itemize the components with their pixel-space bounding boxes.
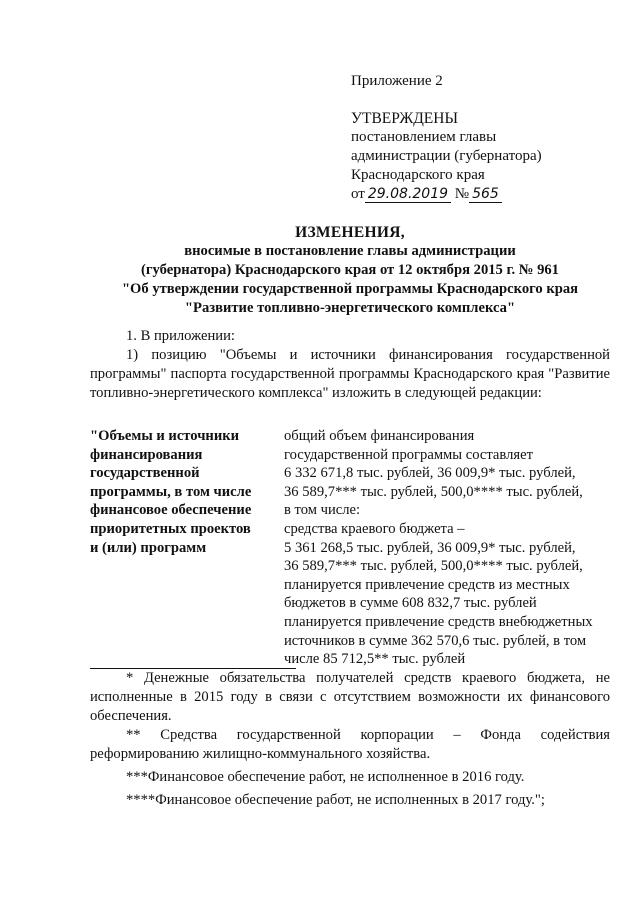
heading-line-1: вносимые в постановление главы администрации	[184, 243, 516, 259]
handwritten-date: 29.08.2019	[365, 186, 451, 203]
heading-line-4: "Развитие топливно-энергетического комплекса"	[184, 300, 516, 316]
right-line: числе 85 712,5** тыс. рублей	[284, 651, 466, 668]
left-line: государственной	[90, 465, 200, 482]
body-text	[90, 327, 610, 403]
right-line: общий объем финансирования	[284, 428, 475, 444]
footnote-3: ***Финансовое обеспечение работ, не исполненное в 2016 году.	[126, 769, 525, 785]
right-line: 36 589,7*** тыс. рублей, 500,0**** тыс. рублей,	[284, 483, 583, 500]
right-line: в том числе:	[284, 502, 361, 519]
funding-table-left-cell	[90, 427, 270, 557]
paragraph-1: 1. В приложении:	[126, 328, 235, 344]
right-line: средства краевого бюджета –	[284, 520, 465, 537]
footnote-1: * Денежные обязательства получателей средств краевого бюджета, не исполненные в 2015 году в связи с отсутствием возможности их финансового обеспечения.	[90, 670, 610, 724]
date-prefix: от	[351, 186, 365, 202]
funding-table-right-cell	[284, 427, 616, 669]
approval-date-line	[351, 185, 601, 204]
handwritten-number: 565	[469, 186, 502, 203]
footnote-4: ****Финансовое обеспечение работ, не исполненных в 2017 году.";	[126, 792, 545, 808]
approval-line-2: администрации (губернатора)	[351, 148, 542, 164]
approval-line-1: постановлением главы	[351, 129, 497, 145]
left-line: финансовое обеспечение	[90, 502, 252, 519]
changes-heading	[90, 223, 610, 318]
paragraph-2: 1) позицию "Объемы и источники финансирования государственной программы" паспорта государственной программы Краснодарского края "Развитие топливно-энергетического комплекса" изложить в следующей редакции:	[90, 347, 610, 401]
right-line: источников в сумме 362 570,6 тыс. рублей, в том	[284, 632, 587, 649]
right-line: 5 361 268,5 тыс. рублей, 36 009,9* тыс. рублей,	[284, 539, 576, 556]
right-line: 6 332 671,8 тыс. рублей, 36 009,9* тыс. рублей,	[284, 465, 576, 482]
approval-block	[351, 72, 601, 204]
left-line: финансирования	[90, 446, 203, 463]
right-line: 36 589,7*** тыс. рублей, 500,0**** тыс. рублей,	[284, 558, 583, 575]
approval-line-3: Краснодарского края	[351, 167, 485, 183]
footnote-2: ** Средства государственной корпорации – Фонда содействия реформированию жилищно-коммунального хозяйства.	[90, 727, 610, 762]
changes-title: ИЗМЕНЕНИЯ,	[295, 224, 405, 241]
number-prefix: №	[454, 186, 470, 202]
heading-line-2: (губернатора) Краснодарского края от 12 октября 2015 г. № 961	[141, 262, 559, 278]
left-line: и (или) программ	[90, 539, 207, 556]
left-line: программы, в том числе	[90, 483, 252, 500]
right-line: бюджетов в сумме 608 832,7 тыс. рублей	[284, 595, 537, 612]
left-line: приоритетных проектов	[90, 520, 251, 537]
left-line: "Объемы и источники	[90, 428, 240, 444]
right-line: планируется привлечение средств внебюджетных	[284, 613, 593, 630]
heading-line-3: "Об утверждении государственной программы Краснодарского края	[121, 281, 579, 297]
appendix-label: Приложение 2	[351, 73, 443, 89]
right-line: государственной программы составляет	[284, 446, 533, 463]
footnotes	[90, 669, 610, 810]
approved-heading: УТВЕРЖДЕНЫ	[351, 110, 458, 127]
right-line: планируется привлечение средств из местных	[284, 576, 570, 593]
